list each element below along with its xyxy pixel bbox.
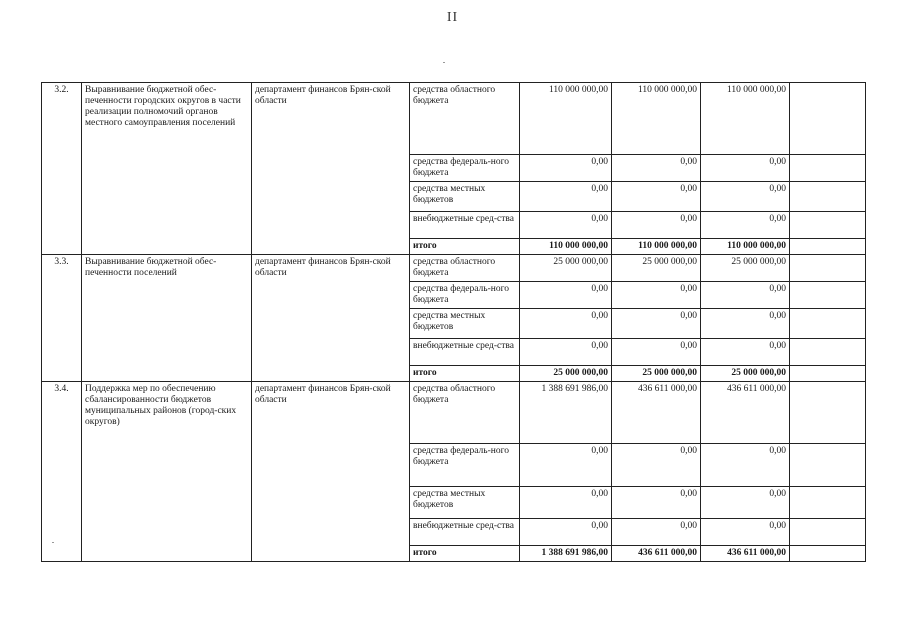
amount-v3: 0,00	[701, 182, 790, 212]
amount-v2: 110 000 000,00	[612, 83, 701, 155]
amount-v3: 0,00	[701, 212, 790, 239]
amount-v1: 0,00	[520, 487, 612, 519]
empty-cell	[790, 309, 866, 339]
section-index: 3.3.	[42, 255, 82, 382]
section-name: Выравнивание бюджетной обес-печенности городских округов в части реализации полномочий органов местного самоуправления поселений	[82, 83, 252, 255]
funding-source: средства федераль-ного бюджета	[410, 155, 520, 182]
amount-v3: 0,00	[701, 487, 790, 519]
amount-v2: 0,00	[612, 155, 701, 182]
page-number: II	[446, 10, 459, 25]
section-executor: департамент финансов Брян-ской области	[252, 255, 410, 382]
funding-source: средства местных бюджетов	[410, 182, 520, 212]
empty-cell	[790, 255, 866, 282]
funding-source: средства федераль-ного бюджета	[410, 282, 520, 309]
amount-v1: 0,00	[520, 182, 612, 212]
funding-source: итого	[410, 546, 520, 562]
amount-v1: 0,00	[520, 155, 612, 182]
section-index: 3.2.	[42, 83, 82, 255]
amount-v1: 110 000 000,00	[520, 239, 612, 255]
amount-v1: 0,00	[520, 212, 612, 239]
amount-v3: 0,00	[701, 282, 790, 309]
amount-v2: 110 000 000,00	[612, 239, 701, 255]
amount-v3: 0,00	[701, 155, 790, 182]
empty-cell	[790, 155, 866, 182]
amount-v3: 110 000 000,00	[701, 239, 790, 255]
amount-v2: 25 000 000,00	[612, 366, 701, 382]
empty-cell	[790, 519, 866, 546]
amount-v1: 0,00	[520, 519, 612, 546]
funding-source: итого	[410, 366, 520, 382]
amount-v1: 110 000 000,00	[520, 83, 612, 155]
empty-cell	[790, 339, 866, 366]
funding-source: итого	[410, 239, 520, 255]
empty-cell	[790, 239, 866, 255]
amount-v2: 0,00	[612, 282, 701, 309]
amount-v3: 0,00	[701, 519, 790, 546]
scan-speck	[443, 62, 445, 63]
empty-cell	[790, 83, 866, 155]
empty-cell	[790, 366, 866, 382]
amount-v3: 0,00	[701, 309, 790, 339]
amount-v3: 25 000 000,00	[701, 255, 790, 282]
funding-source: средства областного бюджета	[410, 382, 520, 444]
amount-v2: 436 611 000,00	[612, 546, 701, 562]
section-name: Выравнивание бюджетной обес-печенности поселений	[82, 255, 252, 382]
table-row	[42, 382, 866, 444]
funding-source: внебюджетные сред-ства	[410, 519, 520, 546]
amount-v3: 0,00	[701, 339, 790, 366]
section-executor: департамент финансов Брян-ской области	[252, 382, 410, 562]
funding-source: средства местных бюджетов	[410, 309, 520, 339]
amount-v3: 436 611 000,00	[701, 382, 790, 444]
amount-v2: 0,00	[612, 212, 701, 239]
amount-v1: 25 000 000,00	[520, 255, 612, 282]
funding-source: средства местных бюджетов	[410, 487, 520, 519]
funding-source: внебюджетные сред-ства	[410, 339, 520, 366]
amount-v1: 1 388 691 986,00	[520, 546, 612, 562]
funding-source: средства областного бюджета	[410, 255, 520, 282]
empty-cell	[790, 212, 866, 239]
empty-cell	[790, 282, 866, 309]
amount-v2: 0,00	[612, 519, 701, 546]
scan-speck	[52, 542, 54, 543]
amount-v3: 25 000 000,00	[701, 366, 790, 382]
funding-source: средства федераль-ного бюджета	[410, 444, 520, 487]
section-index: 3.4.	[42, 382, 82, 562]
table-row	[42, 83, 866, 155]
amount-v2: 0,00	[612, 444, 701, 487]
amount-v2: 436 611 000,00	[612, 382, 701, 444]
budget-table	[41, 82, 866, 562]
amount-v2: 0,00	[612, 309, 701, 339]
empty-cell	[790, 444, 866, 487]
funding-source: внебюджетные сред-ства	[410, 212, 520, 239]
section-name: Поддержка мер по обеспечению сбалансированности бюджетов муниципальных районов (город-ских округов)	[82, 382, 252, 562]
amount-v1: 0,00	[520, 444, 612, 487]
amount-v1: 0,00	[520, 339, 612, 366]
amount-v3: 436 611 000,00	[701, 546, 790, 562]
amount-v3: 110 000 000,00	[701, 83, 790, 155]
amount-v1: 0,00	[520, 309, 612, 339]
empty-cell	[790, 487, 866, 519]
amount-v1: 25 000 000,00	[520, 366, 612, 382]
table-row	[42, 255, 866, 282]
amount-v1: 0,00	[520, 282, 612, 309]
amount-v2: 0,00	[612, 487, 701, 519]
amount-v2: 25 000 000,00	[612, 255, 701, 282]
section-executor: департамент финансов Брян-ской области	[252, 83, 410, 255]
amount-v1: 1 388 691 986,00	[520, 382, 612, 444]
empty-cell	[790, 182, 866, 212]
empty-cell	[790, 382, 866, 444]
amount-v2: 0,00	[612, 182, 701, 212]
funding-source: средства областного бюджета	[410, 83, 520, 155]
amount-v2: 0,00	[612, 339, 701, 366]
amount-v3: 0,00	[701, 444, 790, 487]
empty-cell	[790, 546, 866, 562]
